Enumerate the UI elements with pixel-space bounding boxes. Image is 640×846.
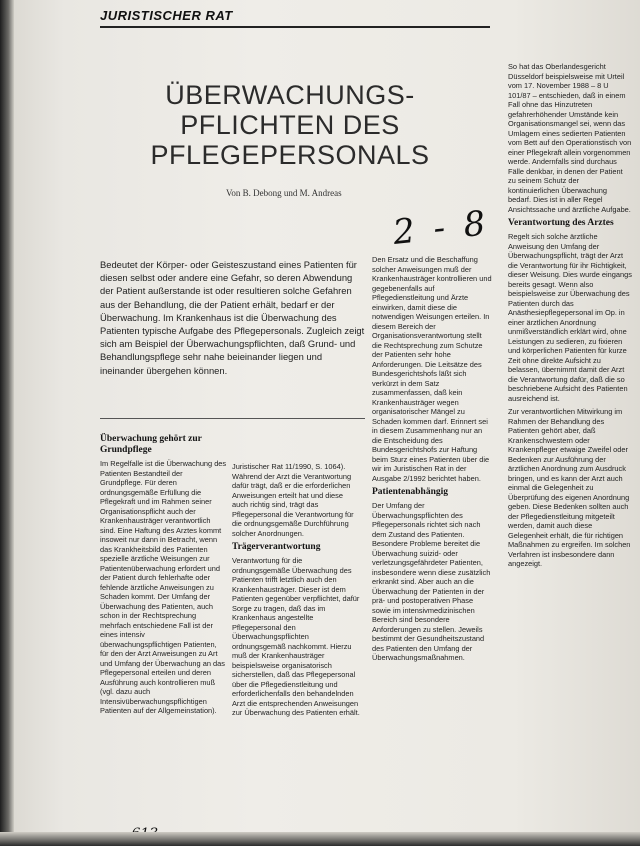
intro-divider <box>100 418 365 419</box>
column-1-heading: Überwachung gehört zur Grundpflege <box>100 434 202 455</box>
column-4-text: Regelt sich solche ärztliche Anweisung den Umfang der Überwachungspflicht, trägt der Arzt die Verantwortung für ihr Richtigkeit, dieser Weisung. Dies wurde eingangs bereits gesagt. Wenn also beispielsweise zur Überwachung des Patienten durch das Anästhesiepflegepersonal im Op. in einer ärztlichen Anordnung unmißverständlich erklärt wird, ohne Leistungen zu sedieren, zu fixieren und körperlichen Patienten für kurze Zeit ohne direkte Aufsicht zu belassen, übernimmt damit der Arzt die Verantwortung dafür, daß die so beschriebene Aufsicht des Patienten ausreichend ist. <box>508 232 632 403</box>
column-2-text: Verantwortung für die ordnungsgemäße Überwachung des Patienten trifft letztlich auch den Krankenhausträger. Dieser ist dem Patienten gegenüber verpflichtet, dafür Sorge zu tragen, daß das im Krankenhaus angestellte Pflegepersonal den Überwachungspflichten ordnungsgemäß nachkommt. Hierzu muß der Krankenhausträger beispielsweise organisatorisch sicherstellen, daß das Pflegepersonal über die Pflegedienstleitung und erforderlichenfalls den behandelnden Arzt die entsprechenden Anweisungen zur Überwachung des Patienten erhält. <box>232 556 360 717</box>
column-3-text: Der Umfang der Überwachungspflichten des Pflegepersonals richtet sich nach dem Zustand des Patienten. Besondere Probleme bereitet die Überwachung suizid- oder verletzungsgefährdeter Patienten, insbesondere wenn diese zusätzlich erkrankt sind. Aber auch an die Überwachung der Patienten in der prä- und postoperativen Phase sowie im intensivmedizinischen Bereich sind besondere Anforderungen zu stellen. Jeweils bestimmt der Gesundheitszustand des Patienten den Umfang der Überwachungsmaßnahmen. <box>372 501 491 662</box>
book-gutter-shadow <box>0 0 14 846</box>
page-bottom-edge <box>0 832 640 846</box>
title-line-3: PFLEGEPERSONALS <box>150 140 430 170</box>
text-column-4 <box>508 62 632 830</box>
column-4-heading: Verantwortung des Arztes <box>508 218 614 228</box>
column-3-text-top: Den Ersatz und die Beschaffung solcher Anweisungen muß der Krankenhausträger kontrollieren und gegebenenfalls auf Pflegedienstleitung und Ärzte einwirken, damit diese die notwendigen Weisungen erteilen. In diesem Bereich der Organisationsverantwortung stellt die Rechtsprechung zum Schutze der Patienten sehr hohe Anforderungen. Die Leitsätze des Bundesgerichtshofs läßt sich verkürzt in dem Satz zusammenfassen, daß kein Krankenhausträger wegen organisatorischer Mängel zu Schaden kommen darf. Erinnert sei in diesem Zusammenhang nur an die Entscheidung des Bundesgerichtshofs zur Haftung beim Sturz eines Patienten über die wir im Juristischen Rat in der Ausgabe 2/1992 berichtet haben. <box>372 255 492 483</box>
column-2-heading: Trägerverantwortung <box>232 542 321 552</box>
byline: Von B. Debong und M. Andreas <box>226 188 342 198</box>
text-column-1 <box>100 430 227 830</box>
column-4-text-bottom: Zur verantwortlichen Mitwirkung im Rahmen der Behandlung des Patienten gehört aber, daß Krankenschwestern oder Krankenpfleger etwaige Zweifel oder Bedenken zur Ausführung der ärztlichen Anordnung zum Ausdruck bringen, und es kann der Arzt auch einmal die Gelegenheit zu Überprüfung des eigenen Anordnung geben. Diese Bedenken sollten auch der Pflegedienstleitung mitgeteilt werden, damit auch diese Gelegenheit erhält, die für richtigen Maßnahmen zu ergreifen. Im solchen Verfahren ist insbesondere dann angezeigt. <box>508 407 631 568</box>
handwritten-note: 2 - 8 <box>391 203 492 253</box>
article-title <box>140 80 440 170</box>
section-label: JURISTISCHER RAT <box>100 8 233 23</box>
column-3-heading: Patientenabhängig <box>372 487 449 497</box>
text-column-2 <box>232 462 360 830</box>
title-line-2: PFLICHTEN DES <box>180 110 400 140</box>
header-rule <box>100 26 490 28</box>
column-4-text-top: So hat das Oberlandesgericht Düsseldorf beispielsweise mit Urteil vom 17. November 1988 – 8 U 101/87 – entschieden, daß in einem Fall ohne das Hinzutreten gefahrerhöhender Umstände kein Organisationsmangel sei, wenn das Umlagern eines sedierten Patienten vom Bett auf den Operationstisch von einer Pflegekraft allein vorgenommen werde. Andernfalls sind durchaus Fälle denkbar, in denen der Patient zu seinem Schutz der kontinuierlichen Überwachung bedarf. Dies ist in aller Regel Ansichtssache und ärztliche Aufgabe. <box>508 62 632 214</box>
column-1-text: Im Regelfalle ist die Überwachung des Patienten Bestandteil der Grundpflege. Für deren ordnungsgemäße Erfüllung die Pflegekraft und im Rahmen seiner Organisationspflicht auch der Krankenhausträger verantwortlich sind. Eine Haftung des Arztes kommt insoweit nur dann in Betracht, wenn das Krankheitsbild des Patienten spezielle ärztliche Weisungen zur Patientenüberwachung erfordert und der Patient durch fehlerhafte oder fehlende ärztliche Anweisungen zu Schaden kommt. Der Umfang der Überwachung des Patienten, auch schon in der Rechtsprechung mehrfach entschiedene Fall ist der eines intensiv überwachungspflichtigen Patienten, für den der Arzt Anweisungen zu Art und Umfang der Überwachung an das Pflegepersonal erteilen und deren Ausführung auch kontrollieren muß (vgl. dazu auch Intensivüberwachungspflichtigen Patienten auf der Allgemeinstation). <box>100 459 227 715</box>
intro-paragraph: Bedeutet der Körper- oder Geisteszustand eines Patienten für diesen selbst oder andere eine Gefahr, so deren Abwendung der Patient außerstande ist oder resultieren solche Gefahren aus der Behandlung, die der Patient erhält, bedarf er der Überwachung. Im Krankenhaus ist die Überwachung des Patienten typische Aufgabe des Pflegepersonals. Zugleich zeigt sich am Beispiel der Überwachungspflichten, daß Grund- und Behandlungspflege sehr nahe beieinander liegen und ineinander übergehen können. <box>100 259 365 376</box>
column-2-text-top: Juristischer Rat 11/1990, S. 1064). Während der Arzt die Verantwortung dafür trägt, daß er die erforderlichen Anweisungen erteilt hat und diese auch richtig sind, trägt das Pflegepersonal die Verantwortung für die ordnungsgemäße Durchführung solcher Anordnungen. <box>232 462 354 538</box>
text-column-3 <box>372 255 492 830</box>
title-line-1: ÜBERWACHUNGS- <box>165 80 415 110</box>
